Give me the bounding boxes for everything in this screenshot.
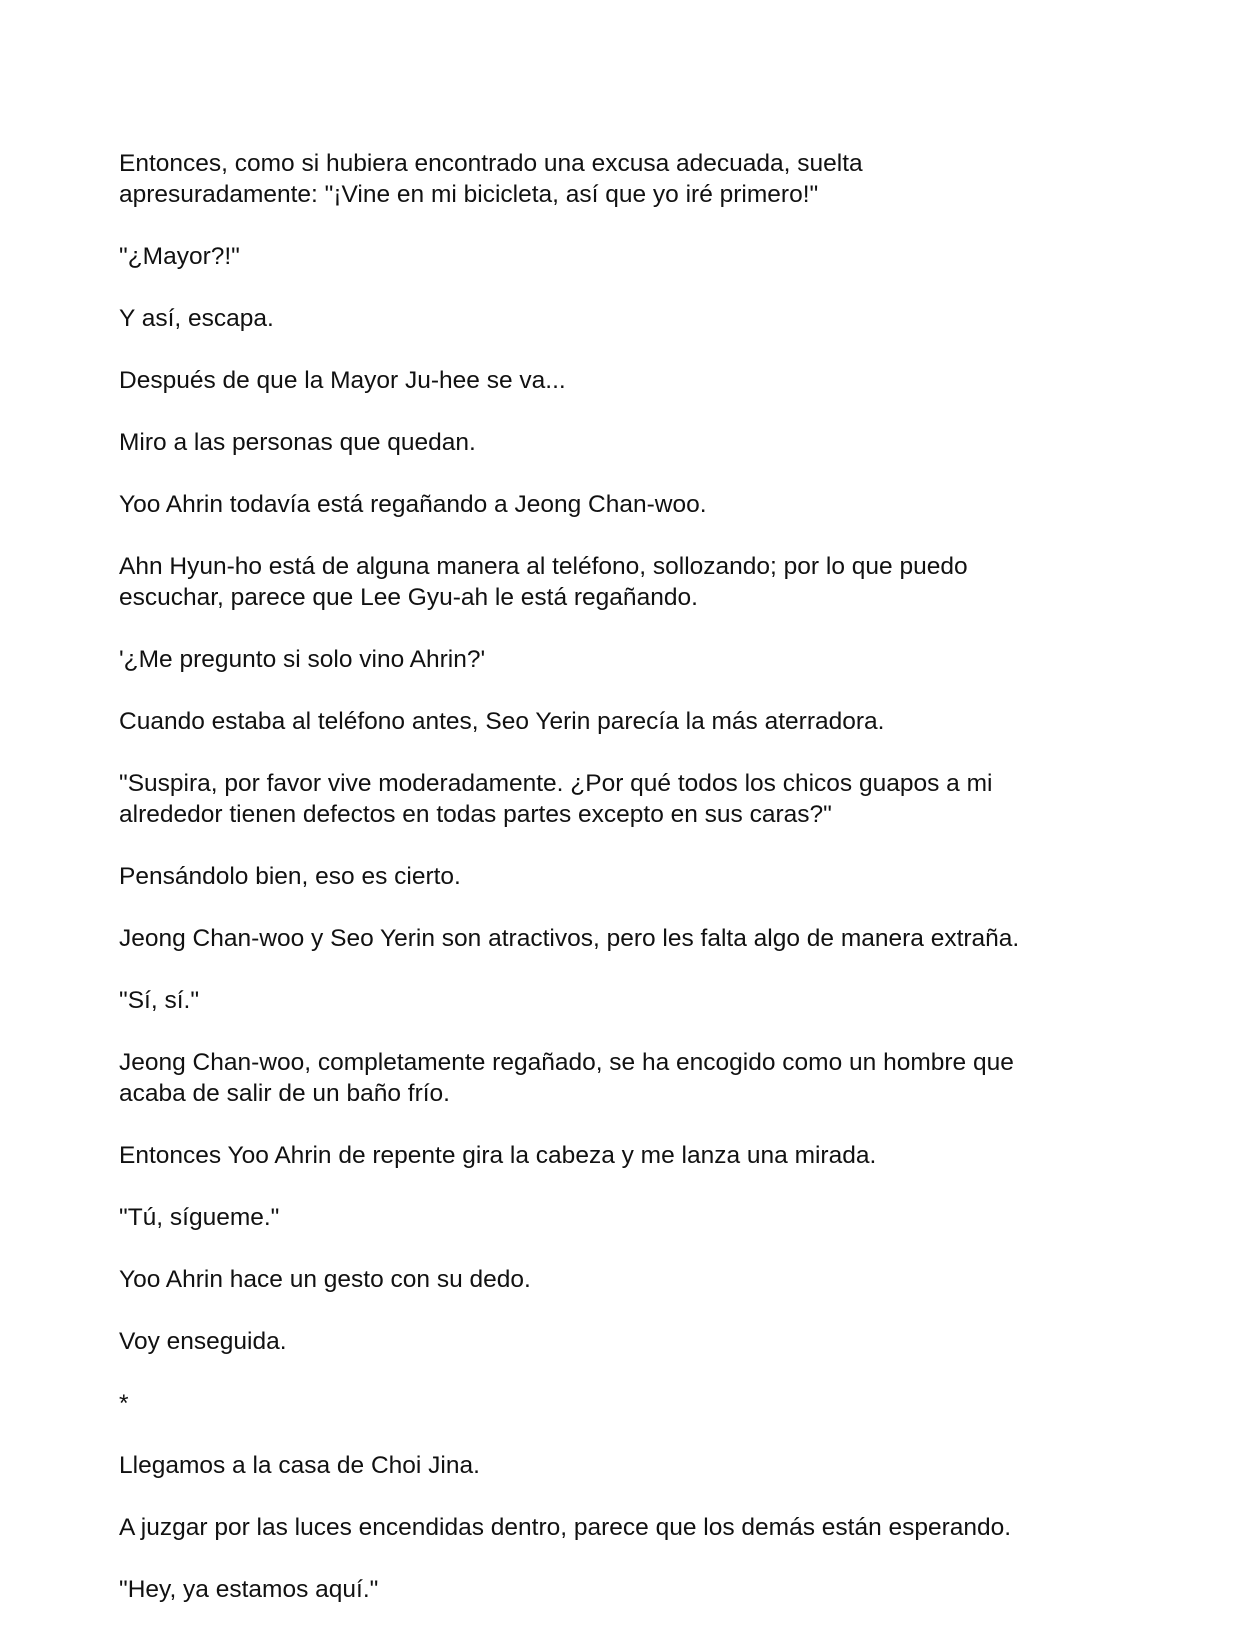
paragraph: Ahn Hyun-ho está de alguna manera al teléfono, sollozando; por lo que puedo escuchar, parece que Lee Gyu-ah le está regañando. <box>119 553 968 611</box>
paragraph: Llegamos a la casa de Choi Jina. <box>119 1452 480 1479</box>
paragraph: Entonces Yoo Ahrin de repente gira la cabeza y me lanza una mirada. <box>119 1142 877 1169</box>
paragraph: "Sí, sí." <box>119 987 200 1014</box>
paragraph: "¿Mayor?!" <box>119 243 240 270</box>
section-break: * <box>119 1390 129 1417</box>
paragraph: "Tú, sígueme." <box>119 1204 280 1231</box>
paragraph: Yoo Ahrin todavía está regañando a Jeong Chan-woo. <box>119 491 707 518</box>
paragraph: Yoo Ahrin hace un gesto con su dedo. <box>119 1266 531 1293</box>
paragraph: Y así, escapa. <box>119 305 274 332</box>
paragraph: Entonces, como si hubiera encontrado una excusa adecuada, suelta apresuradamente: "¡Vine en mi bicicleta, así que yo iré primero!" <box>119 150 863 208</box>
paragraph: "Suspira, por favor vive moderadamente. ¿Por qué todos los chicos guapos a mi alrededor tienen defectos en todas partes excepto en sus caras?" <box>119 770 993 828</box>
paragraph: Cuando estaba al teléfono antes, Seo Yerin parecía la más aterradora. <box>119 708 885 735</box>
paragraph: A juzgar por las luces encendidas dentro, parece que los demás están esperando. <box>119 1514 1012 1541</box>
document-body <box>119 148 1129 1636</box>
paragraph: Miro a las personas que quedan. <box>119 429 476 456</box>
paragraph: Jeong Chan-woo, completamente regañado, se ha encogido como un hombre que acaba de salir de un baño frío. <box>119 1049 1014 1107</box>
paragraph: Voy enseguida. <box>119 1328 287 1355</box>
paragraph: "Hey, ya estamos aquí." <box>119 1576 379 1603</box>
paragraph: Después de que la Mayor Ju-hee se va... <box>119 367 566 394</box>
paragraph: Pensándolo bien, eso es cierto. <box>119 863 461 890</box>
paragraph: '¿Me pregunto si solo vino Ahrin?' <box>119 646 486 673</box>
paragraph: Jeong Chan-woo y Seo Yerin son atractivos, pero les falta algo de manera extraña. <box>119 925 1020 952</box>
